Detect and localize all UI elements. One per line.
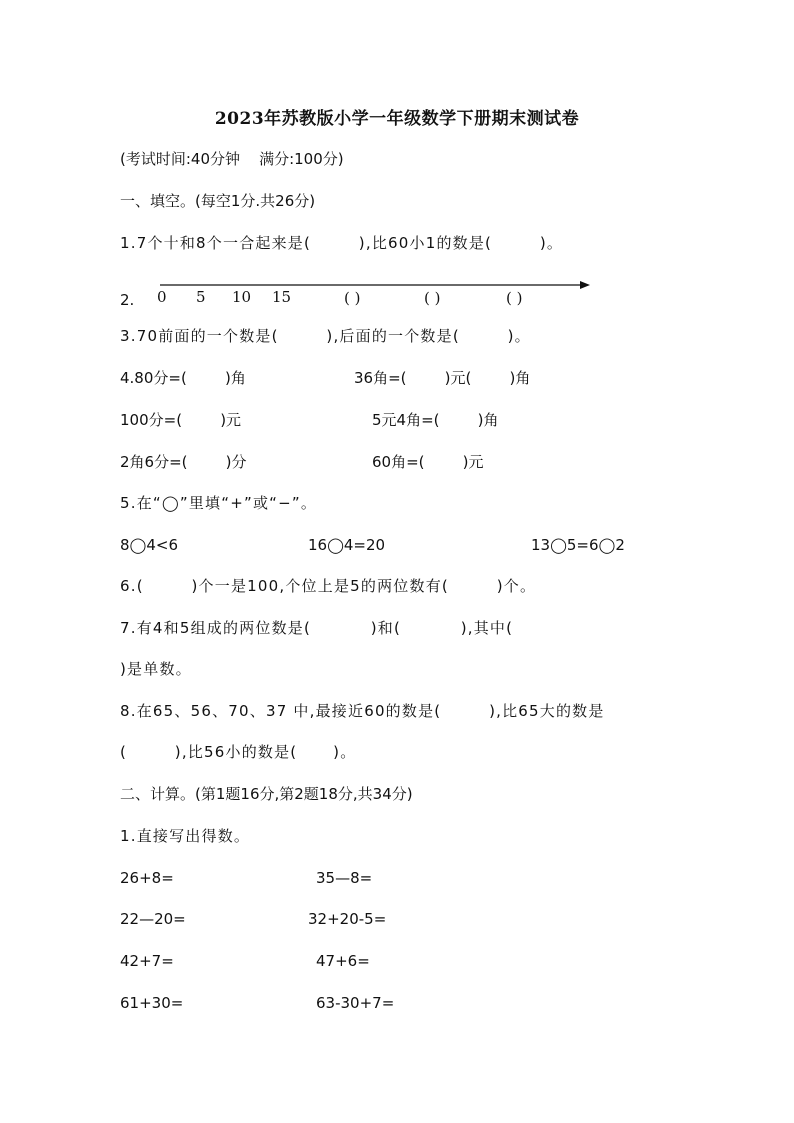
exercise: 47+6= [316, 952, 370, 970]
question-4-row2-b: 5元4角=( )角 [372, 411, 499, 429]
question-7-line1: 7.有4和5组成的两位数是( )和( ),其中( [120, 619, 514, 637]
question-4-row1-b: 36角=( )元( )角 [354, 369, 531, 387]
exam-info: (考试时间:40分钟 满分:100分) [120, 150, 344, 168]
question-1: 1.7个十和8个一合起来是( ),比60小1的数是( )。 [120, 234, 564, 252]
question-5-item: 16◯4=20 [308, 536, 386, 554]
question-5-item: 8◯4<6 [120, 536, 178, 554]
question-8-line2: ( ),比56小的数是( )。 [120, 743, 357, 761]
question-2-label: 2. [120, 291, 135, 309]
section1-heading: 一、填空。(每空1分.共26分) [120, 192, 316, 210]
number-line-blank: ( ) [424, 289, 441, 307]
question-5-item: 13◯5=6◯2 [531, 536, 625, 554]
number-line-arrow [580, 281, 590, 289]
tick-label-5: 5 [196, 288, 206, 306]
question-4-row1-a: 4.80分=( )角 [120, 369, 246, 387]
exercise: 61+30= [120, 994, 184, 1012]
question-4-row3-a: 2角6分=( )分 [120, 453, 247, 471]
section2-sub1: 1.直接写出得数。 [120, 827, 251, 845]
exercise: 35—8= [316, 869, 373, 887]
number-line [120, 278, 600, 314]
number-line-blank: ( ) [506, 289, 523, 307]
number-line-blank: ( ) [344, 289, 361, 307]
exercise: 22—20= [120, 910, 186, 928]
exercise: 63-30+7= [316, 994, 395, 1012]
section2-heading: 二、计算。(第1题16分,第2题18分,共34分) [120, 785, 413, 803]
exercise: 32+20-5= [308, 910, 387, 928]
question-4-row3-b: 60角=( )元 [372, 453, 484, 471]
question-8-line1: 8.在65、56、70、37 中,最接近60的数是( ),比65大的数是 [120, 702, 605, 720]
exercise: 42+7= [120, 952, 174, 970]
exercise: 26+8= [120, 869, 174, 887]
question-7-line2: )是单数。 [120, 660, 192, 678]
tick-label-15: 15 [272, 288, 292, 306]
tick-label-0: 0 [157, 288, 167, 306]
question-3: 3.70前面的一个数是( ),后面的一个数是( )。 [120, 327, 531, 345]
question-6: 6.( )个一是100,个位上是5的两位数有( )个。 [120, 577, 537, 595]
question-4-row2-a: 100分=( )元 [120, 411, 242, 429]
tick-label-10: 10 [232, 288, 252, 306]
page-title: 2023年苏教版小学一年级数学下册期末测试卷 [214, 109, 580, 129]
question-5-prompt: 5.在“◯”里填“+”或“−”。 [120, 494, 318, 512]
